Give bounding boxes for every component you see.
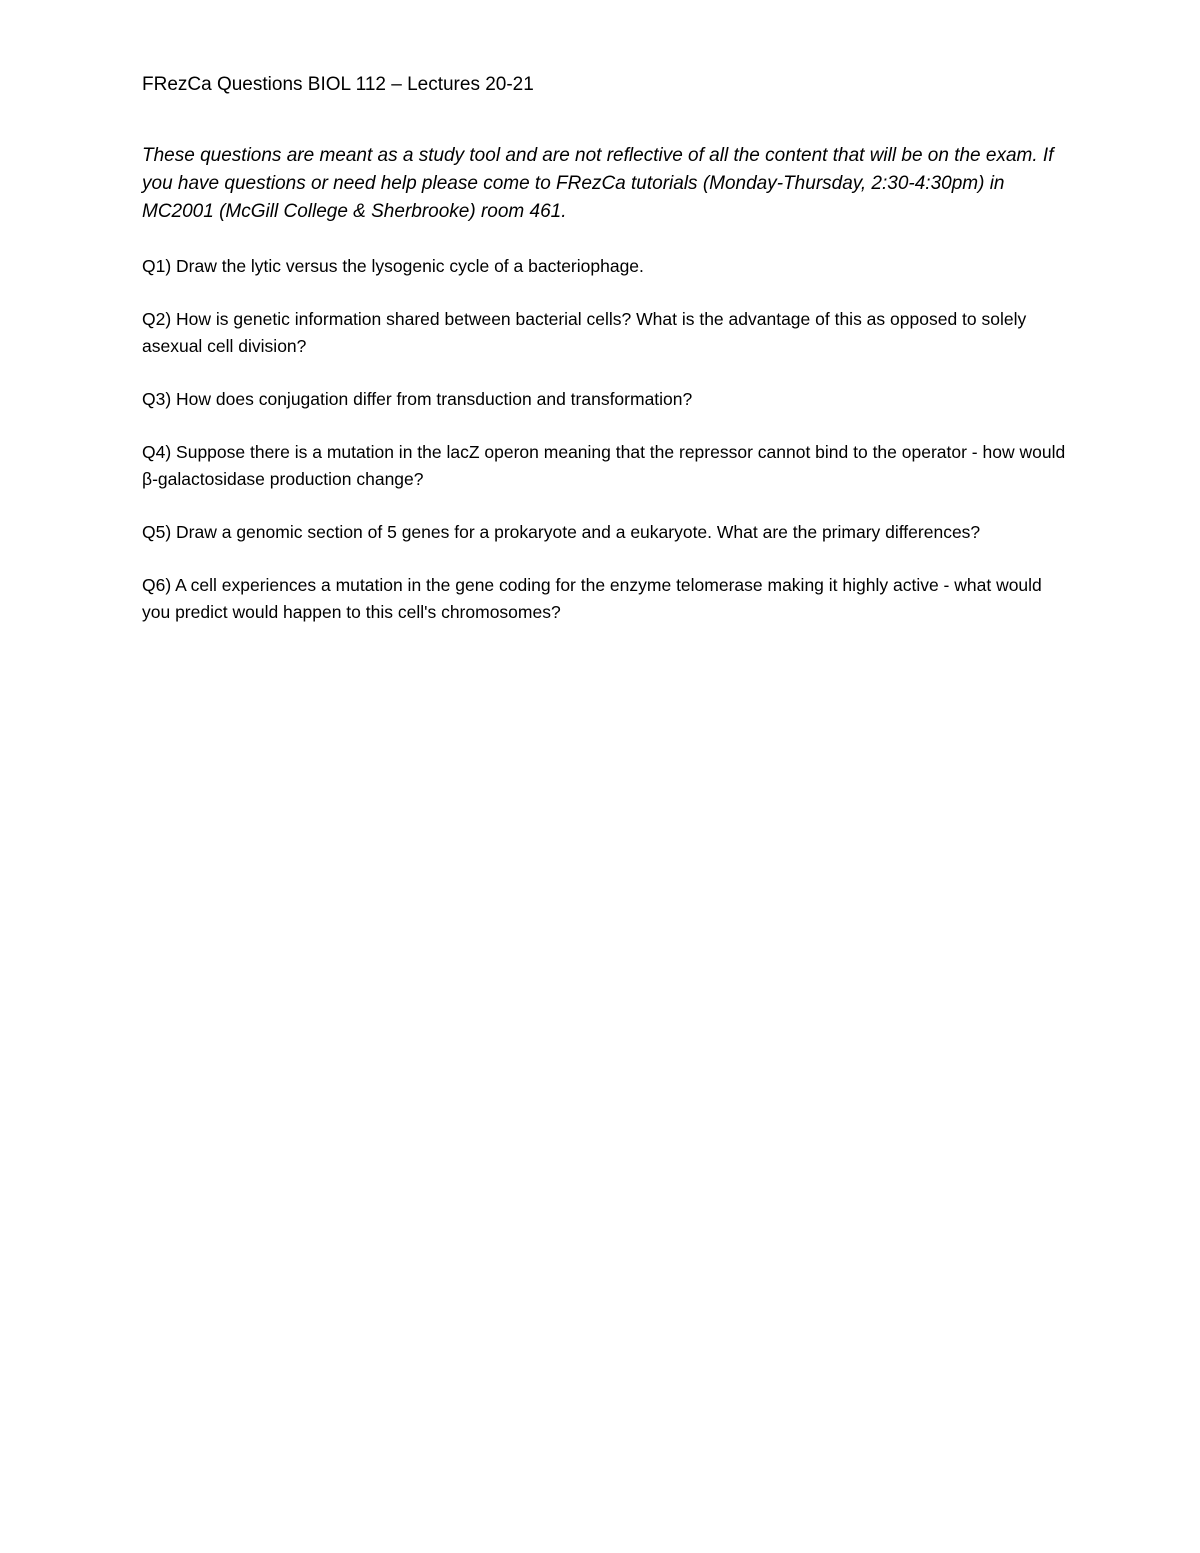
question-4: Q4) Suppose there is a mutation in the lacZ operon meaning that the repressor cannot bind to the operator - how would β-galactosidase production change? xyxy=(142,442,1066,489)
document-body xyxy=(142,72,1072,652)
question-5: Q5) Draw a genomic section of 5 genes for a prokaryote and a eukaryote. What are the primary differences? xyxy=(142,522,981,542)
question-2: Q2) How is genetic information shared between bacterial cells? What is the advantage of this as opposed to solely asexual cell division? xyxy=(142,309,1027,356)
question-6: Q6) A cell experiences a mutation in the gene coding for the enzyme telomerase making it highly active - what would you predict would happen to this cell's chromosomes? xyxy=(142,575,1042,622)
question-1: Q1) Draw the lytic versus the lysogenic cycle of a bacteriophage. xyxy=(142,256,644,276)
intro-paragraph: These questions are meant as a study tool and are not reflective of all the content that will be on the exam. If you have questions or need help please come to FRezCa tutorials (Monday-Thursday, 2:30-4:30pm) in MC2001 (McGill College & Sherbrooke) room 461. xyxy=(142,145,1054,222)
document-title: FRezCa Questions BIOL 112 – Lectures 20-21 xyxy=(142,74,534,95)
question-3: Q3) How does conjugation differ from transduction and transformation? xyxy=(142,389,693,409)
